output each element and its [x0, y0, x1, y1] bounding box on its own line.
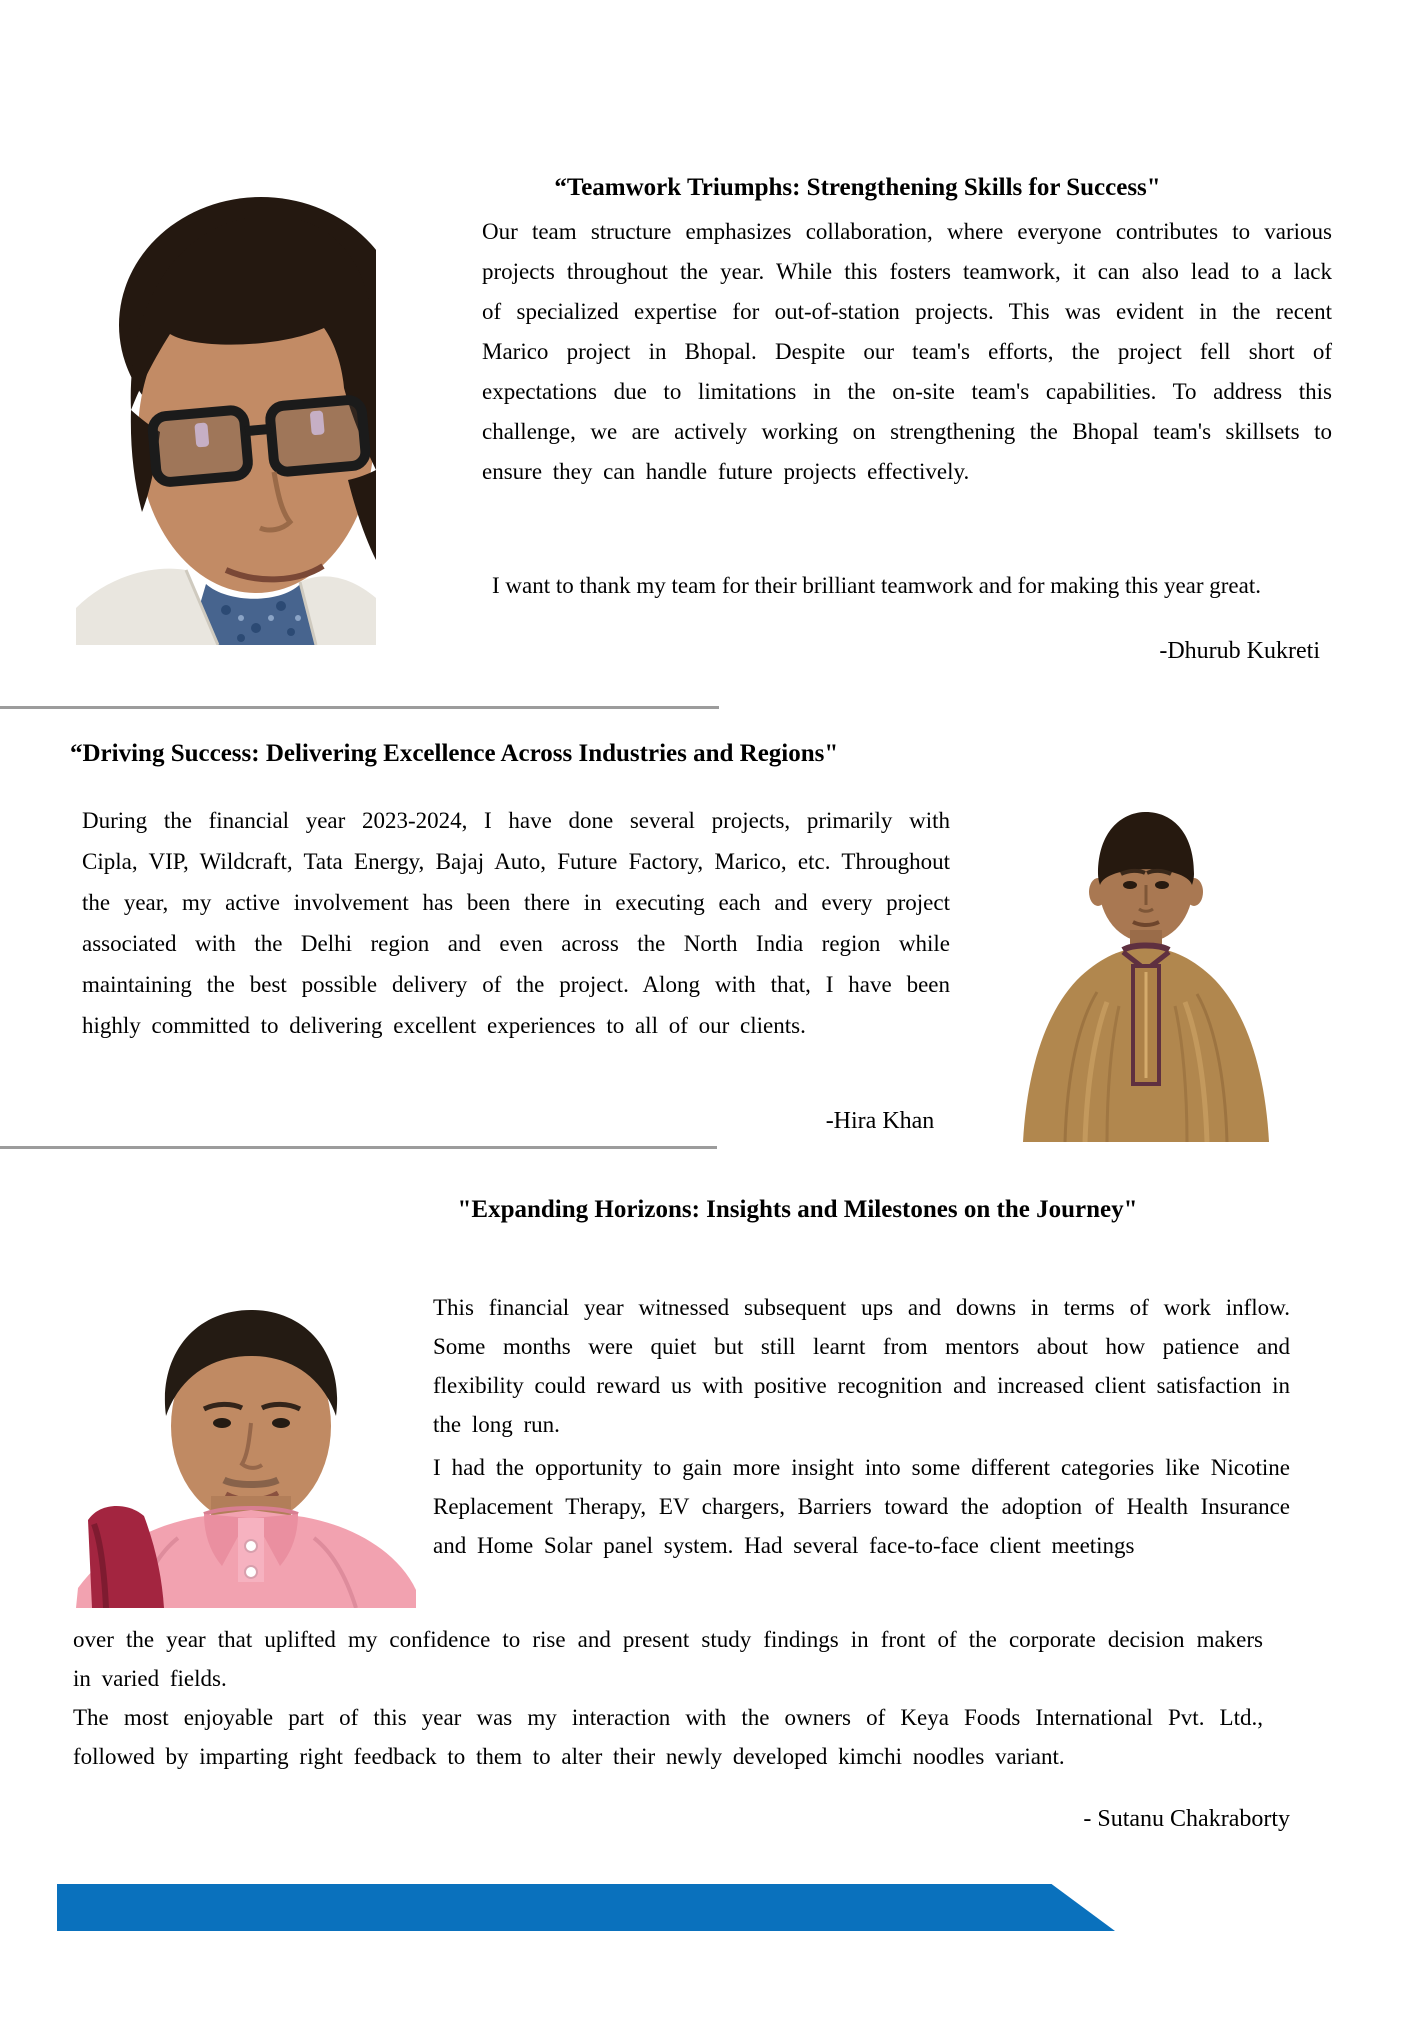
man-kurta-portrait-illustration: [995, 772, 1295, 1142]
paragraph-expanding-1: This financial year witnessed subsequent ups and downs in terms of work inflow. Some months were quiet but still learnt from mentors about how patience and flexibility could reward us with positive recognition and increased client satisfaction in the long run.: [433, 1295, 1290, 1437]
photo-sutanu-chakraborty: [76, 1256, 416, 1608]
paragraph-expanding-3: over the year that uplifted my confidence to rise and present study findings in front of the corporate decision makers in varied fields.: [73, 1627, 1263, 1691]
footer-banner-shape: [57, 1884, 1115, 1931]
section-title-expanding-horizons: "Expanding Horizons: Insights and Milestones on the Journey": [457, 1196, 1138, 1223]
photo-dhurub-kukreti: [76, 140, 376, 645]
note-teamwork-thanks: I want to thank my team for their brilliant teamwork and for making this year great.: [492, 573, 1261, 598]
man-pink-polo-selfie-illustration: [76, 1256, 416, 1608]
signature-dhurub-kukreti: -Dhurub Kukreti: [1159, 638, 1320, 664]
paragraph-expanding-4: The most enjoyable part of this year was my interaction with the owners of Keya Foods International Pvt. Ltd., followed by imparting right feedback to them to alter their newly developed kimchi noodles variant.: [73, 1705, 1263, 1769]
section-title-teamwork: “Teamwork Triumphs: Strengthening Skills for Success": [554, 174, 1161, 201]
section-title-driving-success: “Driving Success: Delivering Excellence Across Industries and Regions": [70, 740, 839, 767]
signature-hira-khan: -Hira Khan: [825, 1108, 935, 1134]
man-glasses-portrait-illustration: [76, 140, 376, 645]
paragraph-expanding-2: I had the opportunity to gain more insight into some different categories like Nicotine Replacement Therapy, EV chargers, Barriers toward the adoption of Health Insurance and Home Solar panel system. Had several face-to-face client meetings: [433, 1455, 1290, 1558]
paragraph-teamwork: Our team structure emphasizes collaboration, where everyone contributes to various projects throughout the year. While this fosters teamwork, it can also lead to a lack of specialized expertise for out-of-station projects. This was evident in the recent Marico project in Bhopal. Despite our team's efforts, the project fell short of expectations due to limitations in the on-site team's capabilities. To address this challenge, we are actively working on strengthening the Bhopal team's skillsets to ensure they can handle future projects effectively.: [482, 219, 1332, 484]
section-divider-1: [0, 706, 719, 709]
photo-hira-khan: [995, 772, 1295, 1142]
signature-sutanu-chakraborty: - Sutanu Chakraborty: [1083, 1806, 1290, 1832]
section-divider-2: [0, 1146, 717, 1149]
paragraph-driving-success: During the financial year 2023-2024, I have done several projects, primarily with Cipla, VIP, Wildcraft, Tata Energy, Bajaj Auto, Future Factory, Marico, etc. Throughout the year, my active involvement has been there in executing each and every project associated with the Delhi region and even across the North India region while maintaining the best possible delivery of the project. Along with that, I have been highly committed to delivering excellent experiences to all of our clients.: [82, 808, 950, 1038]
